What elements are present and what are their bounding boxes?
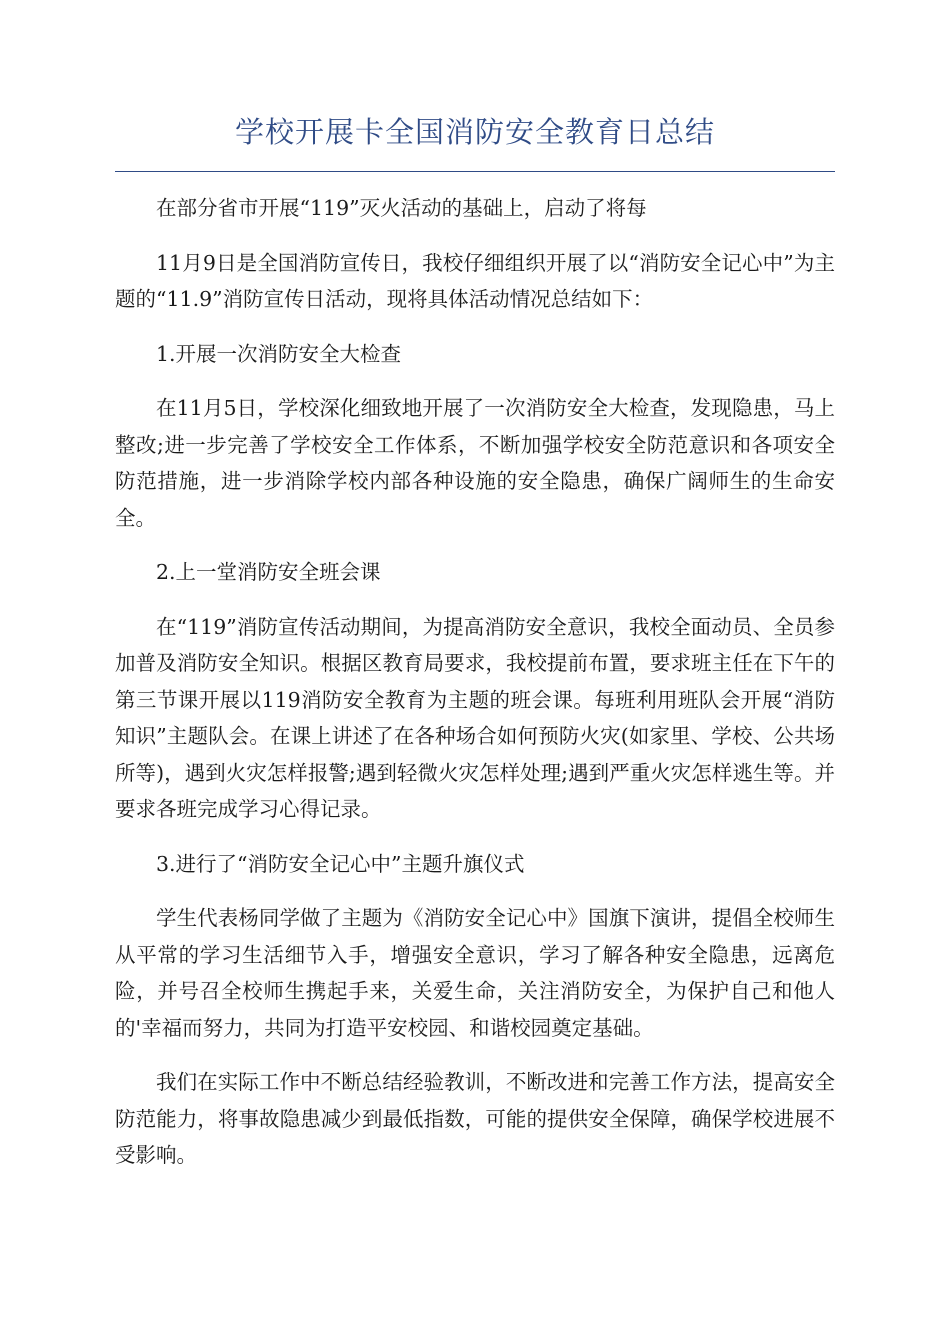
section-heading-3: 3.进行了“消防安全记心中”主题升旗仪式	[156, 851, 525, 876]
paragraph-section-3: 学生代表杨同学做了主题为《消防安全记心中》国旗下演讲，提倡全校师生从平常的学习生活细节入手，增强安全意识，学习了解各种安全隐患，远离危险，并号召全校师生携起手来，关爱生命，关注消防安全，为保护自己和他人的'幸福而努力，共同为打造平安校园、和谐校园奠定基础。	[115, 906, 835, 1040]
paragraph-section-1: 在11月5日，学校深化细致地开展了一次消防安全大检查，发现隐患，马上整改;进一步完善了学校安全工作体系，不断加强学校安全防范意识和各项安全防范措施，进一步消除学校内部各种设施的安全隐患，确保广阔师生的生命安全。	[115, 396, 835, 530]
title-underline	[115, 171, 835, 172]
document-body	[115, 190, 835, 1174]
document-title: 学校开展卡全国消防安全教育日总结	[234, 115, 715, 149]
document-page	[115, 0, 835, 1174]
paragraph-intro: 在部分省市开展“119”灭火活动的基础上，启动了将每	[156, 196, 647, 221]
paragraph-conclusion: 我们在实际工作中不断总结经验教训，不断改进和完善工作方法，提高安全防范能力，将事故隐患减少到最低指数，可能的提供安全保障，确保学校进展不受影响。	[115, 1070, 835, 1168]
section-heading-1: 1.开展一次消防安全大检查	[156, 341, 402, 366]
section-heading-2: 2.上一堂消防安全班会课	[156, 560, 381, 585]
paragraph-section-2: 在“119”消防宣传活动期间，为提高消防安全意识，我校全面动员、全员参加普及消防安全知识。根据区教育局要求，我校提前布置，要求班主任在下午的第三节课开展以119消防安全教育为主题的班会课。每班利用班队会开展“消防知识”主题队会。在课上讲述了在各种场合如何预防火灾(如家里、学校、公共场所等)，遇到火灾怎样报警;遇到轻微火灾怎样处理;遇到严重火灾怎样逃生等。并要求各班完成学习心得记录。	[115, 614, 835, 822]
paragraph-overview: 11月9日是全国消防宣传日，我校仔细组织开展了以“消防安全记心中”为主题的“11.9”消防宣传日活动，现将具体活动情况总结如下：	[115, 250, 835, 312]
